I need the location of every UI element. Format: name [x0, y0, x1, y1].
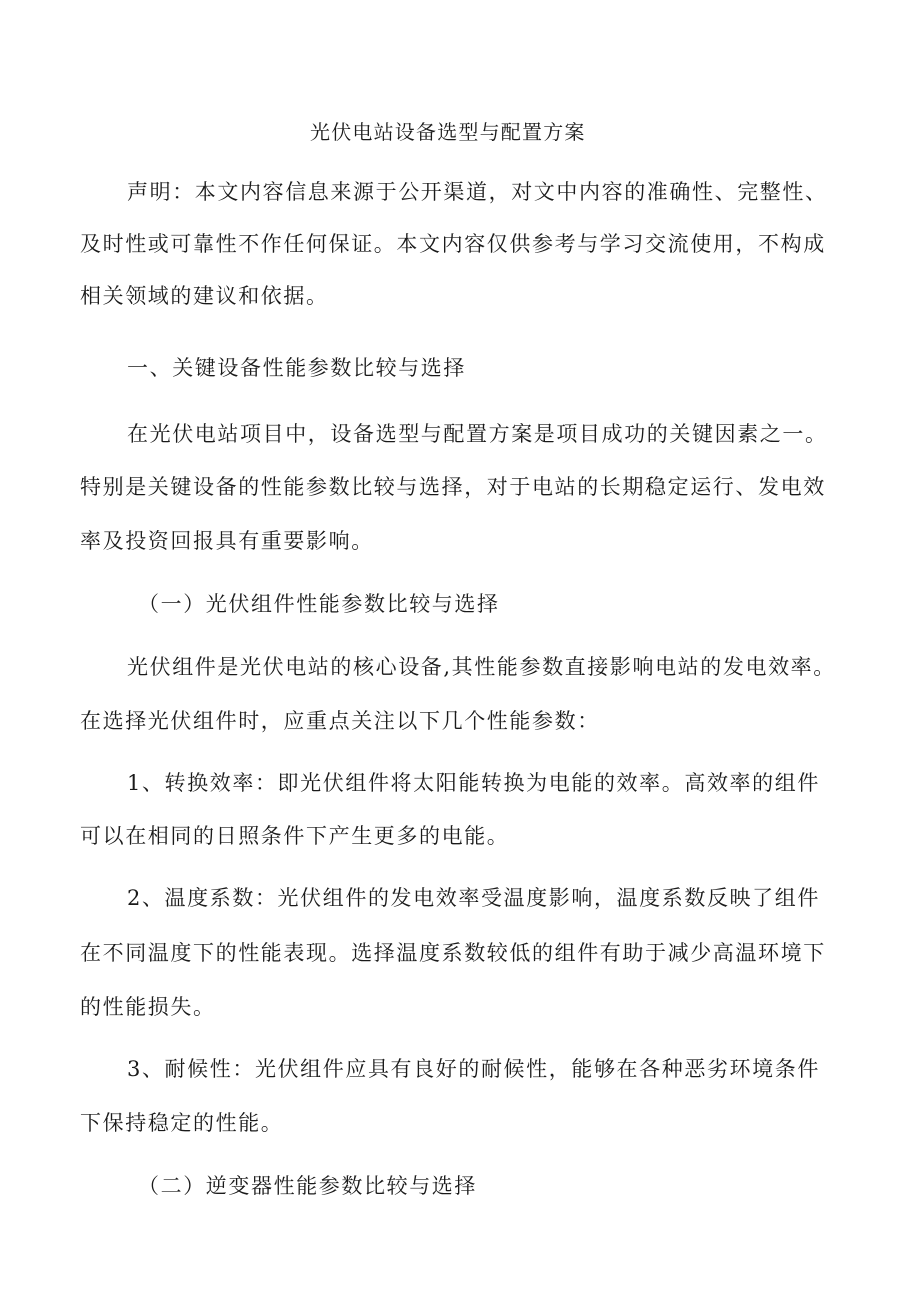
disclaimer-line: 相关领域的建议和依据。 — [80, 284, 329, 308]
paragraph-line: 特别是关键设备的性能参数比较与选择，对于电站的长期稳定运行、发电效 — [80, 475, 826, 499]
paragraph-line: 光伏组件是光伏电站的核心设备,其性能参数直接影响电站的发电效率。 — [127, 655, 836, 679]
subsection2-heading-text: （二）逆变器性能参数比较与选择 — [138, 1174, 477, 1198]
paragraph-line: 的性能损失。 — [80, 995, 216, 1019]
paragraph-line: 在选择光伏组件时，应重点关注以下几个性能参数： — [80, 709, 600, 733]
paragraph-line: 3、耐候性：光伏组件应具有良好的耐候性，能够在各种恶劣环境条件 — [127, 1057, 820, 1081]
subsection1-heading-text: （一）光伏组件性能参数比较与选择 — [138, 592, 500, 616]
disclaimer-line: 及时性或可靠性不作任何保证。本文内容仅供参考与学习交流使用，不构成 — [80, 232, 826, 256]
paragraph-line: 在光伏电站项目中，设备选型与配置方案是项目成功的关键因素之一。 — [127, 422, 828, 446]
paragraph-line: 率及投资回报具有重要影响。 — [80, 529, 374, 553]
disclaimer-line: 声明：本文内容信息来源于公开渠道，对文中内容的准确性、完整性、 — [127, 180, 828, 204]
paragraph-line: 可以在相同的日照条件下产生更多的电能。 — [80, 824, 510, 848]
paragraph-line: 1、转换效率：即光伏组件将太阳能转换为电能的效率。高效率的组件 — [127, 771, 820, 795]
title-text: 光伏电站设备选型与配置方案 — [310, 120, 586, 144]
paragraph-line: 下保持稳定的性能。 — [80, 1111, 284, 1135]
paragraph-line: 2、温度系数：光伏组件的发电效率受温度影响，温度系数反映了组件 — [127, 886, 820, 910]
paragraph-line: 在不同温度下的性能表现。选择温度系数较低的组件有助于减少高温环境下 — [80, 941, 826, 965]
section1-heading-text: 一、关键设备性能参数比较与选择 — [127, 356, 466, 380]
